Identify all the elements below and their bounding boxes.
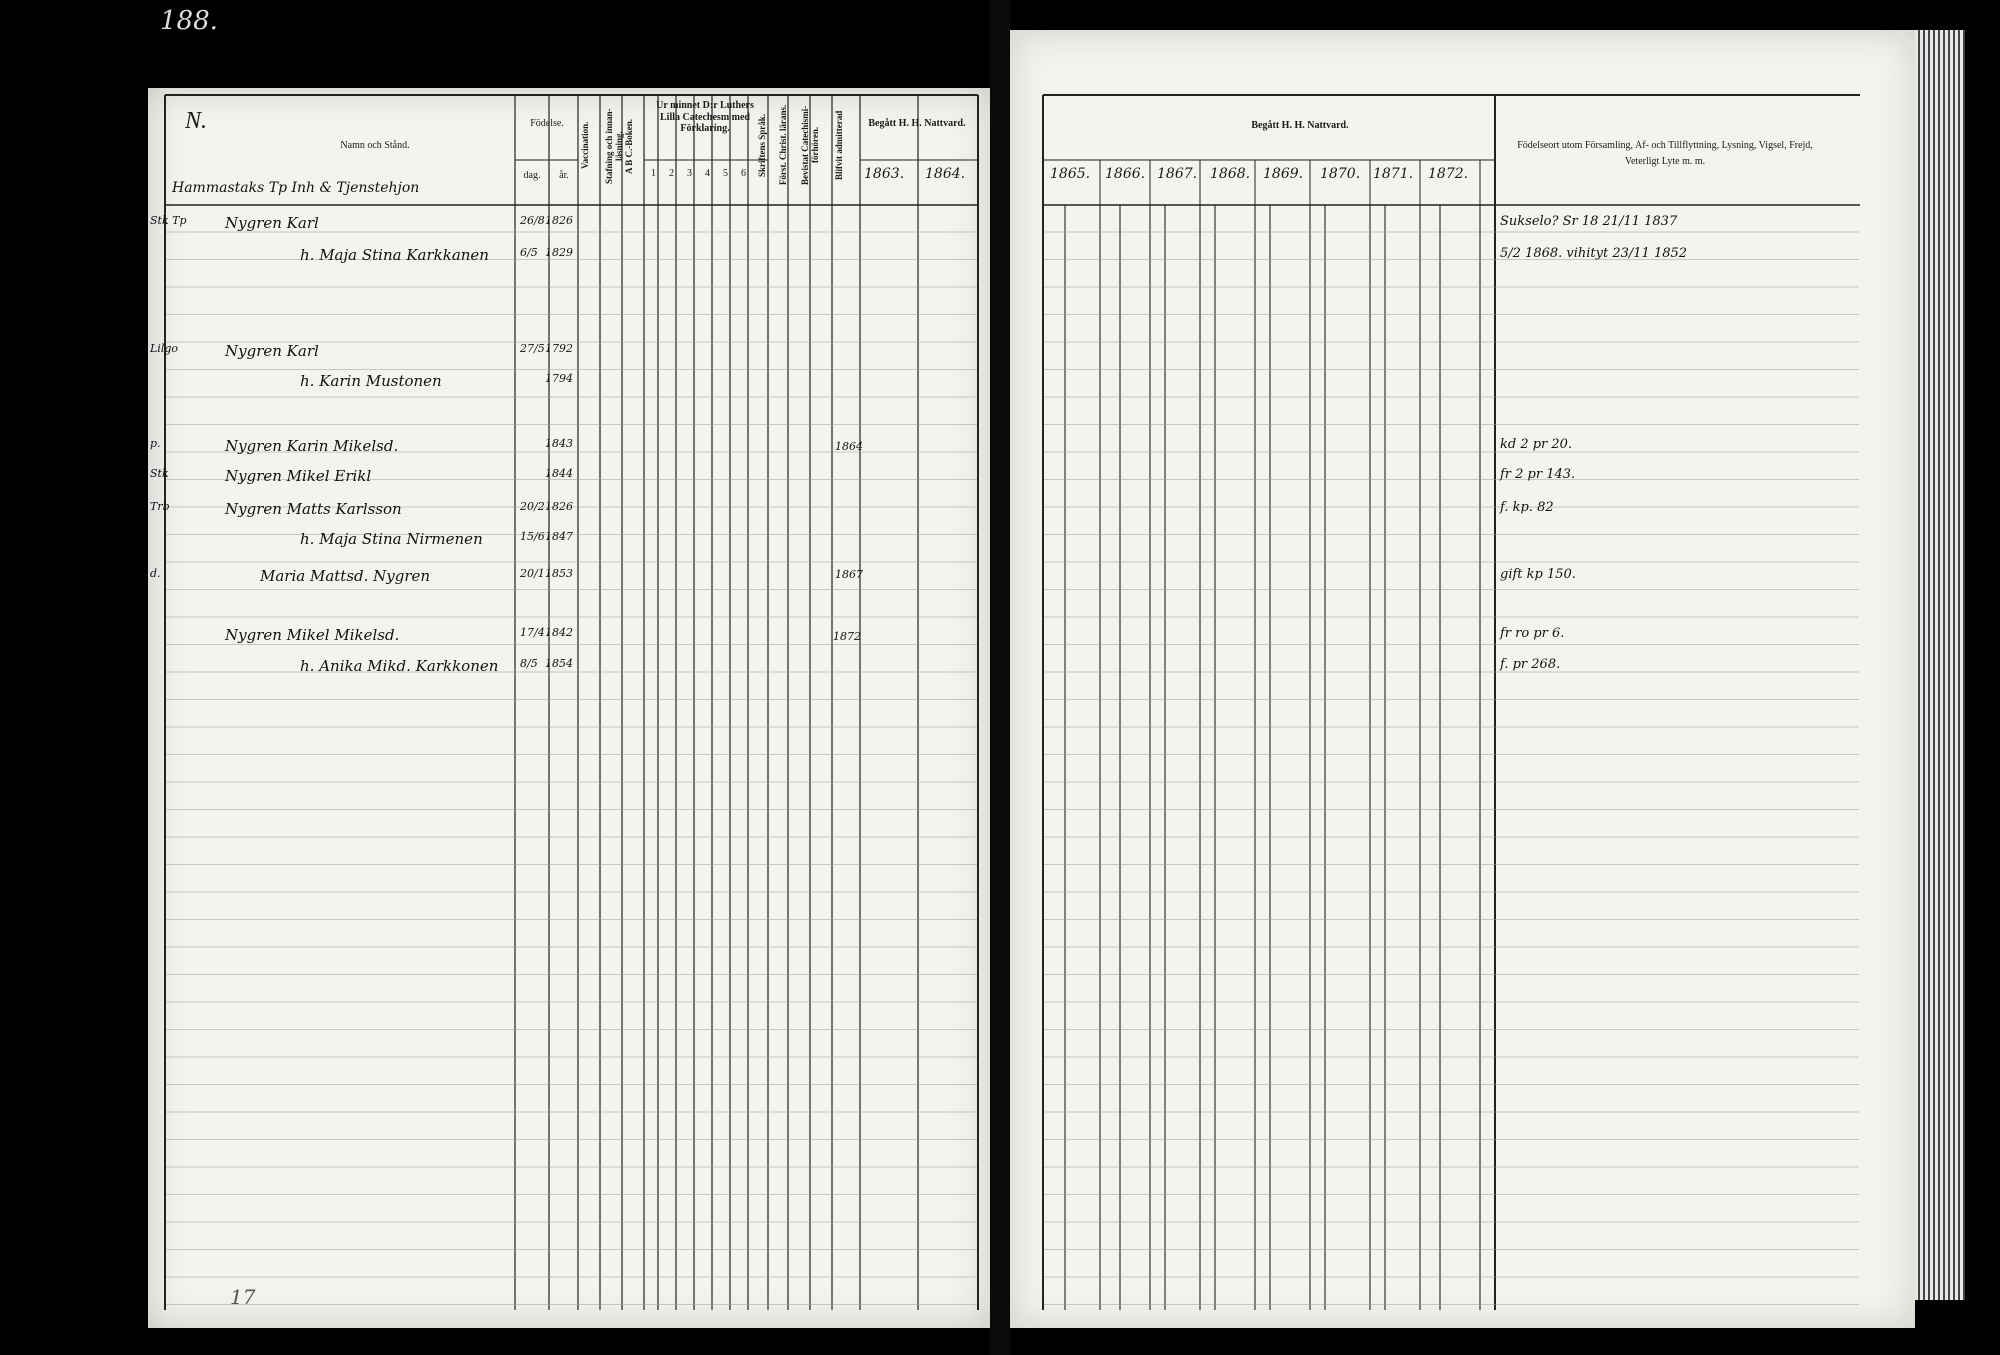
entry-birth-day: 6/5 [520,246,538,259]
entry-birth-year: 1829 [545,246,573,259]
entry-remark: f. pr 268. [1500,657,1561,672]
entry-birth-day: 20/1 [520,567,545,580]
entry-remark: 5/2 1868. vihityt 23/11 1852 [1500,246,1688,261]
entry-name: Maria Mattsd. Nygren [260,567,431,585]
entry-name: Nygren Matts Karlsson [225,500,402,518]
entry-name: h. Maja Stina Nirmenen [300,530,483,548]
catechism-column-6: 6 [741,168,746,179]
entry-mark: Lilgo [150,342,179,355]
header-year: år. [559,170,569,181]
header-nr: N. [185,108,208,134]
admitted-value: 1867 [835,568,863,581]
catechism-column-5: 5 [723,168,728,179]
header-communion-left: Begått H. H. Nattvard. [868,118,966,129]
entry-mark: Stk [150,467,169,480]
header-year: 1871. [1373,166,1414,182]
header-year: 1865. [1050,166,1091,182]
header-communion-right: Begått H. H. Nattvard. [1251,120,1349,131]
header-catechism: Ur minnet D:r Luthers Lilla Catechesm med Förklaring. [656,100,754,134]
entry-birth-year: 1842 [545,626,573,639]
header-year: 1870. [1320,166,1361,182]
header-proof: Bevistat Catechismi-förhören. [800,105,820,185]
place-heading: Hammastaks Tp Inh & Tjenstehjon [172,180,420,196]
entry-birth-year: 1794 [545,372,573,385]
entry-name: Nygren Karl [225,342,319,360]
header-scripture: Skriftens Språk. [757,113,767,177]
entry-birth-year: 1854 [545,657,573,670]
header-admitted: Blifvit admitterad [834,110,844,180]
header-name-column: Namn och Stånd. [340,140,410,151]
header-year: 1872. [1428,166,1469,182]
header-year-1864: 1864. [925,166,966,182]
entry-birth-year: 1853 [545,567,573,580]
catechism-column-4: 4 [705,168,710,179]
catechism-column-2: 2 [669,168,674,179]
entry-name: Nygren Mikel Erikl [225,467,372,485]
header-remarks: Födelseort utom Församling, Af- och Tillflyttning, Lysning, Vigsel, Frejd, Veterligt Lyte m. m. [1517,140,1813,167]
header-birth: Födelse. [530,118,564,129]
entry-birth-day: 15/6 [520,530,545,543]
header-day: dag. [523,170,541,181]
entry-remark: fr ro pr 6. [1500,626,1565,641]
entry-mark: p. [150,437,161,450]
entry-name: h. Anika Mikd. Karkkonen [300,657,499,675]
catechism-column-3: 3 [687,168,692,179]
entry-name: Nygren Karin Mikelsd. [225,437,399,455]
entry-birth-year: 1843 [545,437,573,450]
admitted-value: 1872 [833,630,861,643]
entry-birth-year: 1826 [545,214,573,227]
bottom-scribble: 17 [230,1285,256,1309]
entry-birth-year: 1847 [545,530,573,543]
entry-name: Nygren Karl [225,214,319,232]
entry-name: h. Karin Mustonen [300,372,442,390]
catechism-column-1: 1 [651,168,656,179]
entry-remark: Sukselo? Sr 18 21/11 1837 [1500,214,1678,229]
entry-name: h. Maja Stina Karkkanen [300,246,489,264]
entry-remark: gift kp 150. [1500,567,1576,582]
header-year: 1867. [1157,166,1198,182]
entry-birth-day: 17/4 [520,626,545,639]
entry-remark: f. kp. 82 [1500,500,1554,515]
entry-birth-year: 1844 [545,467,573,480]
entry-mark: Stk Tp [150,214,187,227]
entry-birth-year: 1826 [545,500,573,513]
page-number: 188. [160,6,218,36]
entry-birth-year: 1792 [545,342,573,355]
header-year-1863: 1863. [864,166,905,182]
header-year: 1868. [1210,166,1251,182]
entry-birth-day: 27/5 [520,342,545,355]
entry-mark: d. [150,567,161,580]
entry-birth-day: 8/5 [520,657,538,670]
admitted-value: 1864 [835,440,863,453]
entry-remark: kd 2 pr 20. [1500,437,1573,452]
header-year: 1869. [1263,166,1304,182]
header-vaccination: Vaccination. [580,121,590,169]
entry-name: Nygren Mikel Mikelsd. [225,626,400,644]
header-abc: A B C.-Boken. [624,118,634,174]
entry-birth-day: 20/2 [520,500,545,513]
entry-mark: Trb [150,500,170,513]
entry-birth-day: 26/8 [520,214,545,227]
header-year: 1866. [1105,166,1146,182]
header-first-christ: Först. Christ. lärans. [778,104,788,186]
entry-remark: fr 2 pr 143. [1500,467,1576,482]
header-reading: Stafning och innan-läsning. [604,108,624,184]
